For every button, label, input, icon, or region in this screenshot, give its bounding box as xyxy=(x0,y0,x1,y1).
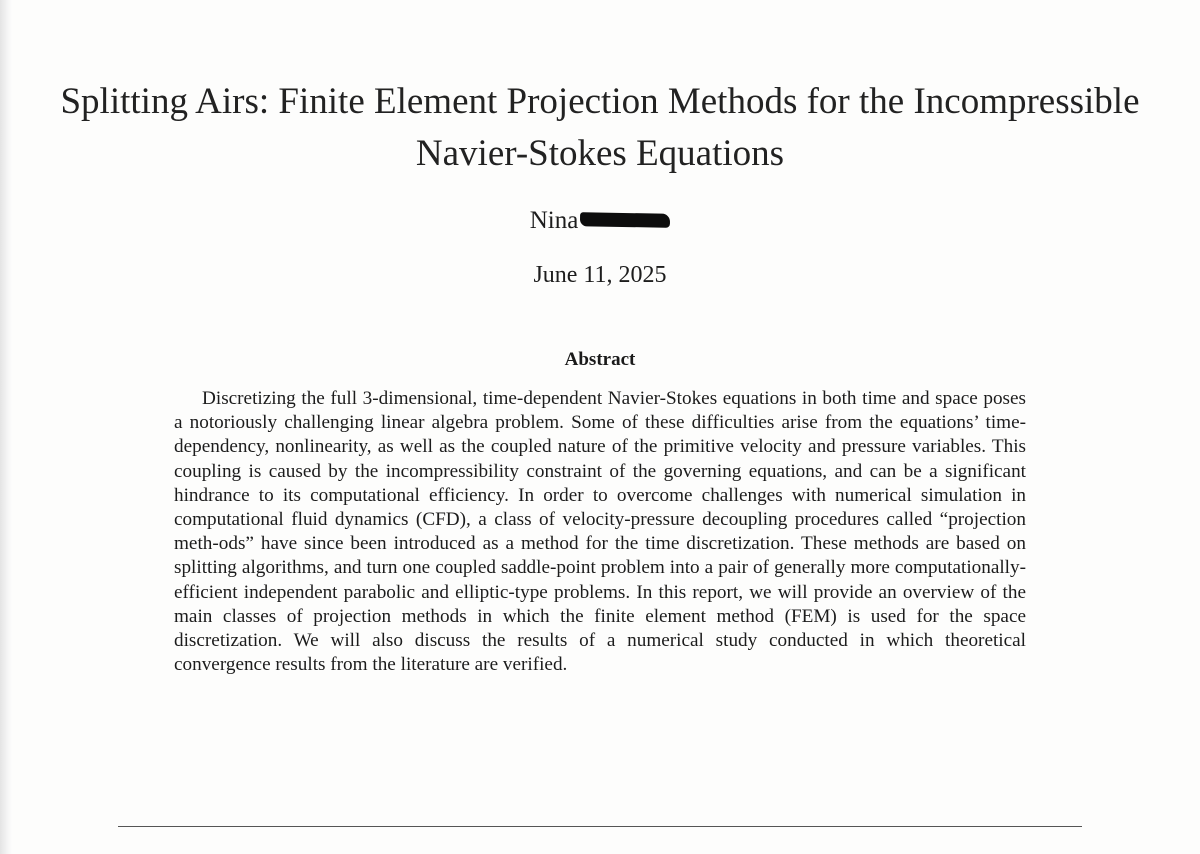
footer-rule xyxy=(118,826,1082,827)
paper-title: Splitting Airs: Finite Element Projection Methods for the Incompressible Navier-Stokes Equations xyxy=(60,81,1140,174)
redaction-mark xyxy=(580,212,670,228)
paper-date: June 11, 2025 xyxy=(533,262,667,288)
author-line xyxy=(0,206,1200,236)
author-name: Nina xyxy=(529,207,579,234)
abstract-heading: Abstract xyxy=(564,349,636,370)
abstract-text: Discretizing the full 3-dimensional, time-dependent Navier-Stokes equations in both time and space poses a notoriously challenging linear algebra problem. Some of these difficulties arise from the equations’ time-dependency, nonlinearity, as well as the coupled nature of the primitive velocity and pressure variables. This coupling is caused by the incompressibility constraint of the governing equations, and can be a significant hindrance to its computational efficiency. In order to overcome challenges with numerical simulation in computational fluid dynamics (CFD), a class of velocity-pressure decoupling procedures called “projection meth-ods” have since been introduced as a method for the time discretization. These methods are based on splitting algorithms, and turn one coupled saddle-point problem into a pair of generally more computationally-efficient independent parabolic and elliptic-type problems. In this report, we will provide an overview of the main classes of projection methods in which the finite element method (FEM) is used for the space discretization. We will also discuss the results of a numerical study conducted in which theoretical convergence results from the literature are verified. xyxy=(174,388,1026,676)
